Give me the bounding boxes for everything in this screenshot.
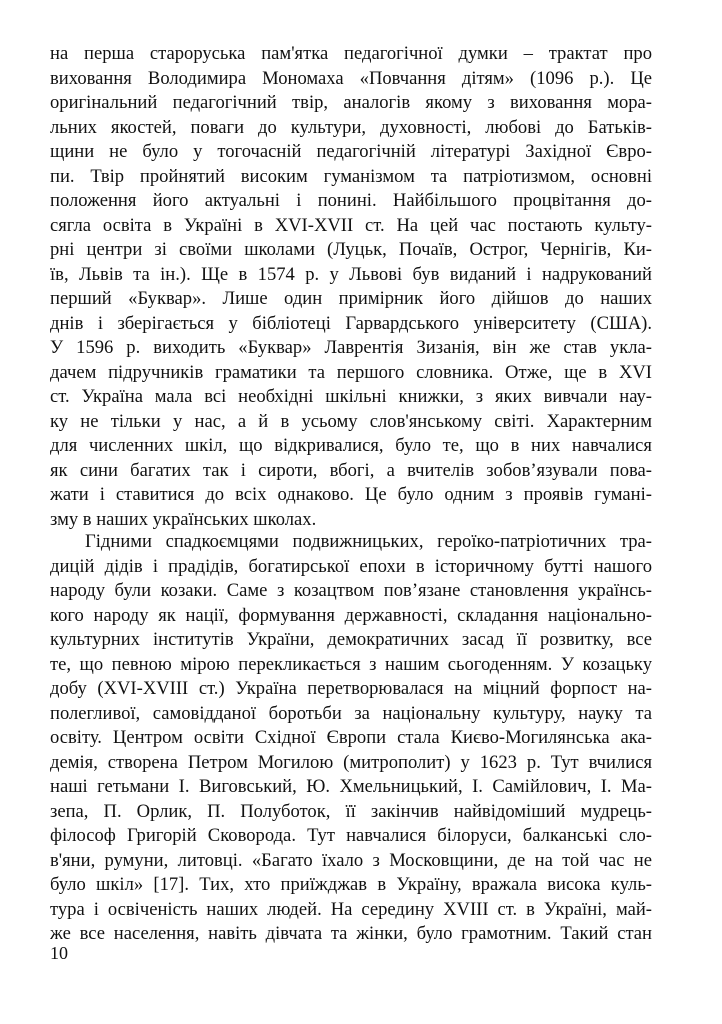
text-line: те, що певною мірою перекликається з нашим сьогоденням. У козацьку — [50, 653, 652, 675]
text-line: філософ Григорій Сковорода. Тут навчалися білоруси, балканські сло- — [50, 825, 652, 846]
text-line: сягла освіта в Україні в XVI-XVII ст. На цей час постають культу- — [50, 214, 652, 236]
text-line: перший «Буквар». Лише один примірник його дійшов до наших — [50, 288, 652, 309]
text-line: було шкіл» [17]. Тих, хто приїжджав в Україну, вражала висока куль- — [50, 874, 652, 895]
page-number: 10 — [50, 943, 68, 963]
text-line: пи. Твір пройнятий високим гуманізмом та патріотизмом, основні — [50, 165, 652, 187]
text-line: народу були козаки. Саме з козацтвом пов’язане становлення українсь- — [50, 580, 652, 601]
text-line: положення його актуальні і понині. Найбільшого процвітання до- — [50, 190, 652, 211]
text-line: Гідними спадкоємцями подвижницьких, героїко-патріотичних тра- — [85, 531, 652, 552]
text-line: щини не було у тогочасній педагогічній літературі Західної Євро- — [50, 141, 652, 162]
text-line: культурних інститутів України, демократичних засад її розвитку, все — [50, 629, 652, 650]
text-line: як сини багатих так і сироти, вбогі, а вчителів зобов’язували пова- — [50, 459, 652, 481]
text-line: оригінальний педагогічний твір, аналогів якому з виховання мора- — [50, 92, 652, 113]
text-line: дицій дідів і прадідів, богатирської епохи в історичному бутті нашого — [50, 555, 652, 577]
text-line: кого народу як нації, формування державності, складання національно- — [50, 604, 652, 626]
text-line: ст. Україна мала всі необхідні шкільні книжки, з яких вивчали нау- — [50, 386, 652, 407]
text-line: жати і ставитися до всіх однаково. Це було одним з проявів гумані- — [50, 484, 652, 505]
text-line: їв, Львів та ін.). Ще в 1574 р. у Львові був виданий і надрукований — [50, 263, 652, 285]
text-line: льних якостей, поваги до культури, духовності, любові до Батьків- — [50, 116, 652, 138]
text-line: добу (XVI-XVIII ст.) Україна перетворювалася на міцний форпост на- — [50, 678, 652, 699]
text-line: днів і зберігається у бібліотеці Гарвардського університету (США). — [50, 312, 652, 334]
text-line: виховання Володимира Мономаха «Повчання дітям» (1096 р.). Це — [50, 67, 652, 89]
text-line: тура і освіченість наших людей. На середину XVIII ст. в Україні, май- — [50, 898, 652, 920]
text-line: зепа, П. Орлик, П. Полуботок, її закінчив найвідоміший мудрець- — [50, 800, 652, 822]
text-line: на перша староруська пам'ятка педагогічної думки – трактат про — [50, 43, 652, 64]
text-line: ку не тільки у нас, а й в усьому слов'янському світі. Характерним — [50, 410, 652, 432]
text-line: зму в наших українських школах. — [50, 508, 317, 530]
text-line: для численних шкіл, що відкривалися, було те, що в них навчалися — [50, 435, 652, 456]
text-line: в'яни, румуни, литовці. «Багато їхало з Московщини, де на той час не — [50, 849, 652, 871]
text-line: наші гетьмани І. Виговський, Ю. Хмельницький, І. Самійлович, І. Ма- — [50, 776, 652, 797]
text-line: У 1596 р. виходить «Буквар» Лаврентія Зизанія, він же став укла- — [50, 337, 652, 358]
text-line: полегливої, самовідданої боротьби за національну культуру, науку та — [50, 702, 652, 724]
text-line: дачем підручників граматики та першого словника. Отже, ще в XVI — [50, 361, 652, 383]
text-line: же все населення, навіть дівчата та жінки, було грамотним. Такий стан — [50, 923, 652, 944]
text-line: освіту. Центром освіти Східної Європи стала Києво-Могилянська ака- — [50, 727, 652, 748]
text-line: демія, створена Петром Могилою (митрополит) у 1623 р. Тут вчилися — [50, 751, 652, 773]
text-line: рні центри зі своїми школами (Луцьк, Почаїв, Острог, Чернігів, Ки- — [50, 239, 652, 260]
